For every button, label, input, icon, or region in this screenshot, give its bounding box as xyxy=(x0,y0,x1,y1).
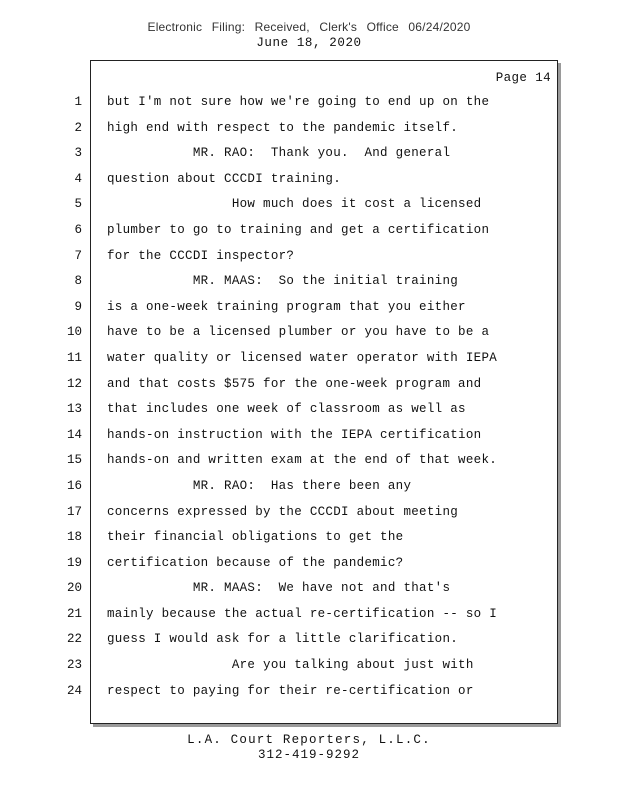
transcript-line: and that costs $575 for the one-week program and xyxy=(107,376,482,391)
line-number: 4 xyxy=(74,171,82,186)
transcript-line: high end with respect to the pandemic itself. xyxy=(107,120,459,135)
filing-stamp: Electronic Filing: Received, Clerk's Office 06/24/2020 xyxy=(147,20,471,34)
transcript-line: respect to paying for their re-certification or xyxy=(107,683,474,698)
line-number: 21 xyxy=(66,606,82,621)
transcript-line: water quality or licensed water operator with IEPA xyxy=(107,350,498,365)
line-number: 14 xyxy=(66,427,82,442)
transcript-line: concerns expressed by the CCCDI about meeting xyxy=(107,504,459,519)
line-number: 17 xyxy=(66,504,82,519)
line-number: 6 xyxy=(74,222,82,237)
reporter-company: L.A. Court Reporters, L.L.C. xyxy=(187,733,431,747)
transcript-line: hands-on and written exam at the end of that week. xyxy=(107,453,498,468)
line-number: 19 xyxy=(66,555,82,570)
transcript-line: for the CCCDI inspector? xyxy=(107,248,295,263)
line-number: 7 xyxy=(74,248,82,263)
transcript-line: mainly because the actual re-certification -- so I xyxy=(107,606,498,621)
line-number: 16 xyxy=(66,478,82,493)
transcript-line: their financial obligations to get the xyxy=(107,530,404,545)
line-number-column xyxy=(0,90,84,704)
transcript-line: certification because of the pandemic? xyxy=(107,555,404,570)
page-number: Page 14 xyxy=(495,71,551,85)
transcript-line: MR. MAAS: So the initial training xyxy=(107,274,459,289)
line-number: 9 xyxy=(74,299,82,314)
transcript-line: question about CCCDI training. xyxy=(107,171,342,186)
transcript-line: MR. RAO: Thank you. And general xyxy=(107,146,451,161)
line-number: 20 xyxy=(66,581,82,596)
transcript-line: is a one-week training program that you either xyxy=(107,299,466,314)
transcript-line: Are you talking about just with xyxy=(107,658,474,673)
transcript-line: plumber to go to training and get a certification xyxy=(107,222,490,237)
line-number: 13 xyxy=(66,402,82,417)
transcript-line: hands-on instruction with the IEPA certification xyxy=(107,427,482,442)
line-number: 11 xyxy=(66,350,82,365)
line-number: 23 xyxy=(66,658,82,673)
transcript-body xyxy=(107,90,547,704)
line-number: 3 xyxy=(74,146,82,161)
transcript-line: MR. MAAS: We have not and that's xyxy=(107,581,451,596)
line-number: 18 xyxy=(66,530,82,545)
transcript-line: How much does it cost a licensed xyxy=(107,197,482,212)
transcript-line: but I'm not sure how we're going to end up on the xyxy=(107,95,490,109)
line-number: 10 xyxy=(66,325,82,340)
line-number: 12 xyxy=(66,376,82,391)
reporter-phone: 312-419-9292 xyxy=(257,748,360,762)
transcript-line: have to be a licensed plumber or you have to be a xyxy=(107,325,490,340)
transcript-line: guess I would ask for a little clarification. xyxy=(107,632,459,647)
transcript-line: that includes one week of classroom as well as xyxy=(107,402,466,417)
line-number: 24 xyxy=(66,683,82,698)
line-number: 15 xyxy=(66,453,82,468)
transcript-line: MR. RAO: Has there been any xyxy=(107,478,412,493)
line-number: 2 xyxy=(74,120,82,135)
line-number: 22 xyxy=(66,632,82,647)
line-number: 8 xyxy=(74,274,82,289)
line-number: 5 xyxy=(74,197,82,212)
hearing-date: June 18, 2020 xyxy=(256,36,362,50)
line-number: 1 xyxy=(74,95,82,109)
